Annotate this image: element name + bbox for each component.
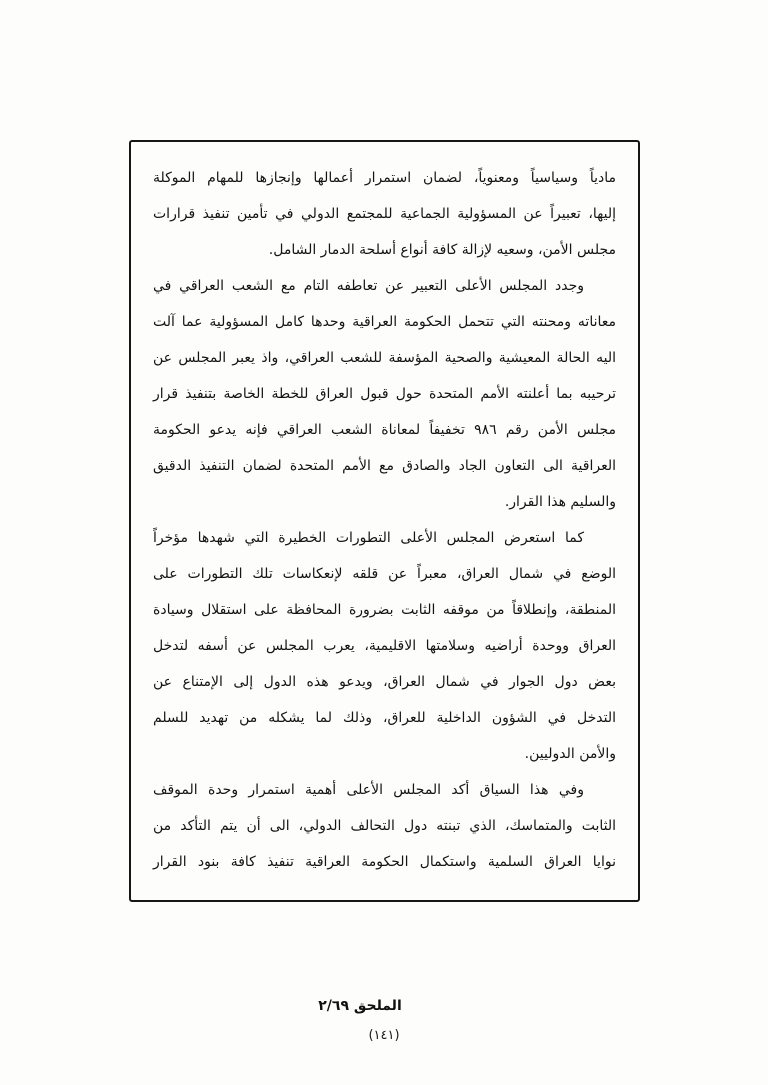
paragraph	[153, 268, 616, 520]
paragraph	[153, 160, 616, 268]
text-line: وفي هذا السياق أكد المجلس الأعلى أهمية استمرار وحدة الموقف	[153, 782, 584, 798]
paragraph	[153, 520, 616, 772]
text-line: ترحيبه بما أعلنته الأمم المتحدة حول قبول العراق للخطة الخاصة بتنفيذ قرار	[153, 386, 616, 402]
text-line: معاناته ومحنته التي تتحمل الحكومة العراقية وحدها كامل المسؤولية عما آلت	[153, 314, 616, 330]
text-line: وجدد المجلس الأعلى التعبير عن تعاطفه التام مع الشعب العراقي في	[153, 278, 584, 294]
text-line: مادياً وسياسياً ومعنوياً، لضمان استمرار أعمالها وإنجازها للمهام الموكلة	[153, 170, 616, 186]
text-line: مجلس الأمن، وسعيه لإزالة كافة أنواع أسلحة الدمار الشامل.	[268, 242, 616, 258]
text-line: العراق ووحدة أراضيه وسلامتها الاقليمية، يعرب المجلس عن أسفه لتدخل	[153, 638, 616, 654]
text-line: اليه الحالة المعيشية والصحية المؤسفة للشعب العراقي، واذ يعبر المجلس عن	[153, 350, 616, 366]
text-line: إليها، تعبيراً عن المسؤولية الجماعية للمجتمع الدولي في تأمين تنفيذ قرارات	[153, 206, 616, 222]
text-line: الثابت والمتماسك، الذي تبنته دول التحالف الدولي، الى أن يتم التأكد من	[153, 818, 616, 834]
text-line: المنطقة، وإنطلاقاً من موقفه الثابت بضرورة المحافظة على استقلال وسيادة	[153, 602, 616, 618]
text-line: والسليم هذا القرار.	[504, 494, 616, 510]
annex-label: الملحق ٢/٦٩	[318, 998, 402, 1014]
text-frame	[129, 140, 640, 902]
paragraph	[153, 772, 616, 880]
body-text	[153, 160, 616, 880]
text-line: العراقية الى التعاون الجاد والصادق مع الأمم المتحدة لضمان التنفيذ الدقيق	[153, 458, 616, 474]
text-line: الوضع في شمال العراق، معبراً عن قلقه لإنعكاسات تلك التطورات على	[153, 566, 616, 582]
page-number: (١٤١)	[368, 1028, 400, 1043]
text-line: بعض دول الجوار في شمال العراق، ويدعو هذه الدول إلى الإمتناع عن	[153, 674, 616, 690]
text-line: التدخل في الشؤون الداخلية للعراق، وذلك لما يشكله من تهديد للسلم	[153, 710, 616, 726]
text-line: نوايا العراق السلمية واستكمال الحكومة العراقية تنفيذ كافة بنود القرار	[153, 854, 616, 870]
text-line: مجلس الأمن رقم ٩٨٦ تخفيفاً لمعاناة الشعب العراقي فإنه يدعو الحكومة	[153, 422, 617, 438]
text-line: كما استعرض المجلس الأعلى التطورات الخطيرة التي شهدها مؤخراً	[153, 530, 584, 546]
text-line: والأمن الدوليين.	[524, 746, 616, 762]
